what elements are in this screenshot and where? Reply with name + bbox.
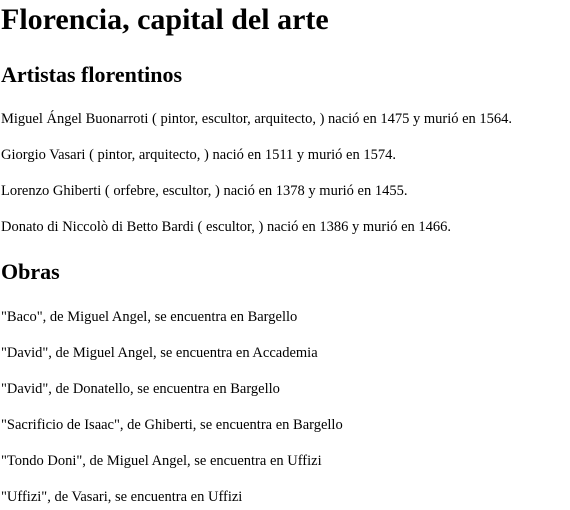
artist-entry-ghiberti: Lorenzo Ghiberti ( orfebre, escultor, ) nació en 1378 y murió en 1455.: [1, 183, 408, 199]
artist-entry-michelangelo: Miguel Ángel Buonarroti ( pintor, escultor, arquitecto, ) nació en 1475 y murió en 1564.: [1, 111, 513, 127]
artist-entry-donatello: Donato di Niccolò di Betto Bardi ( escultor, ) nació en 1386 y murió en 1466.: [1, 219, 452, 235]
work-entry-david-donatello: "David", de Donatello, se encuentra en Bargello: [1, 381, 280, 397]
works-heading: Obras: [1, 259, 60, 284]
artists-heading: Artistas florentinos: [1, 62, 183, 87]
work-entry-tondo-doni: "Tondo Doni", de Miguel Angel, se encuentra en Uffizi: [1, 453, 322, 469]
work-entry-uffizi: "Uffizi", de Vasari, se encuentra en Uffizi: [1, 489, 243, 505]
page-title: Florencia, capital del arte: [1, 3, 329, 36]
work-entry-baco: "Baco", de Miguel Angel, se encuentra en Bargello: [1, 309, 298, 325]
work-entry-david-michelangelo: "David", de Miguel Angel, se encuentra en Accademia: [1, 345, 318, 361]
work-entry-sacrificio-de-isaac: "Sacrificio de Isaac", de Ghiberti, se encuentra en Bargello: [1, 417, 343, 433]
artist-entry-vasari: Giorgio Vasari ( pintor, arquitecto, ) nació en 1511 y murió en 1574.: [1, 147, 396, 163]
